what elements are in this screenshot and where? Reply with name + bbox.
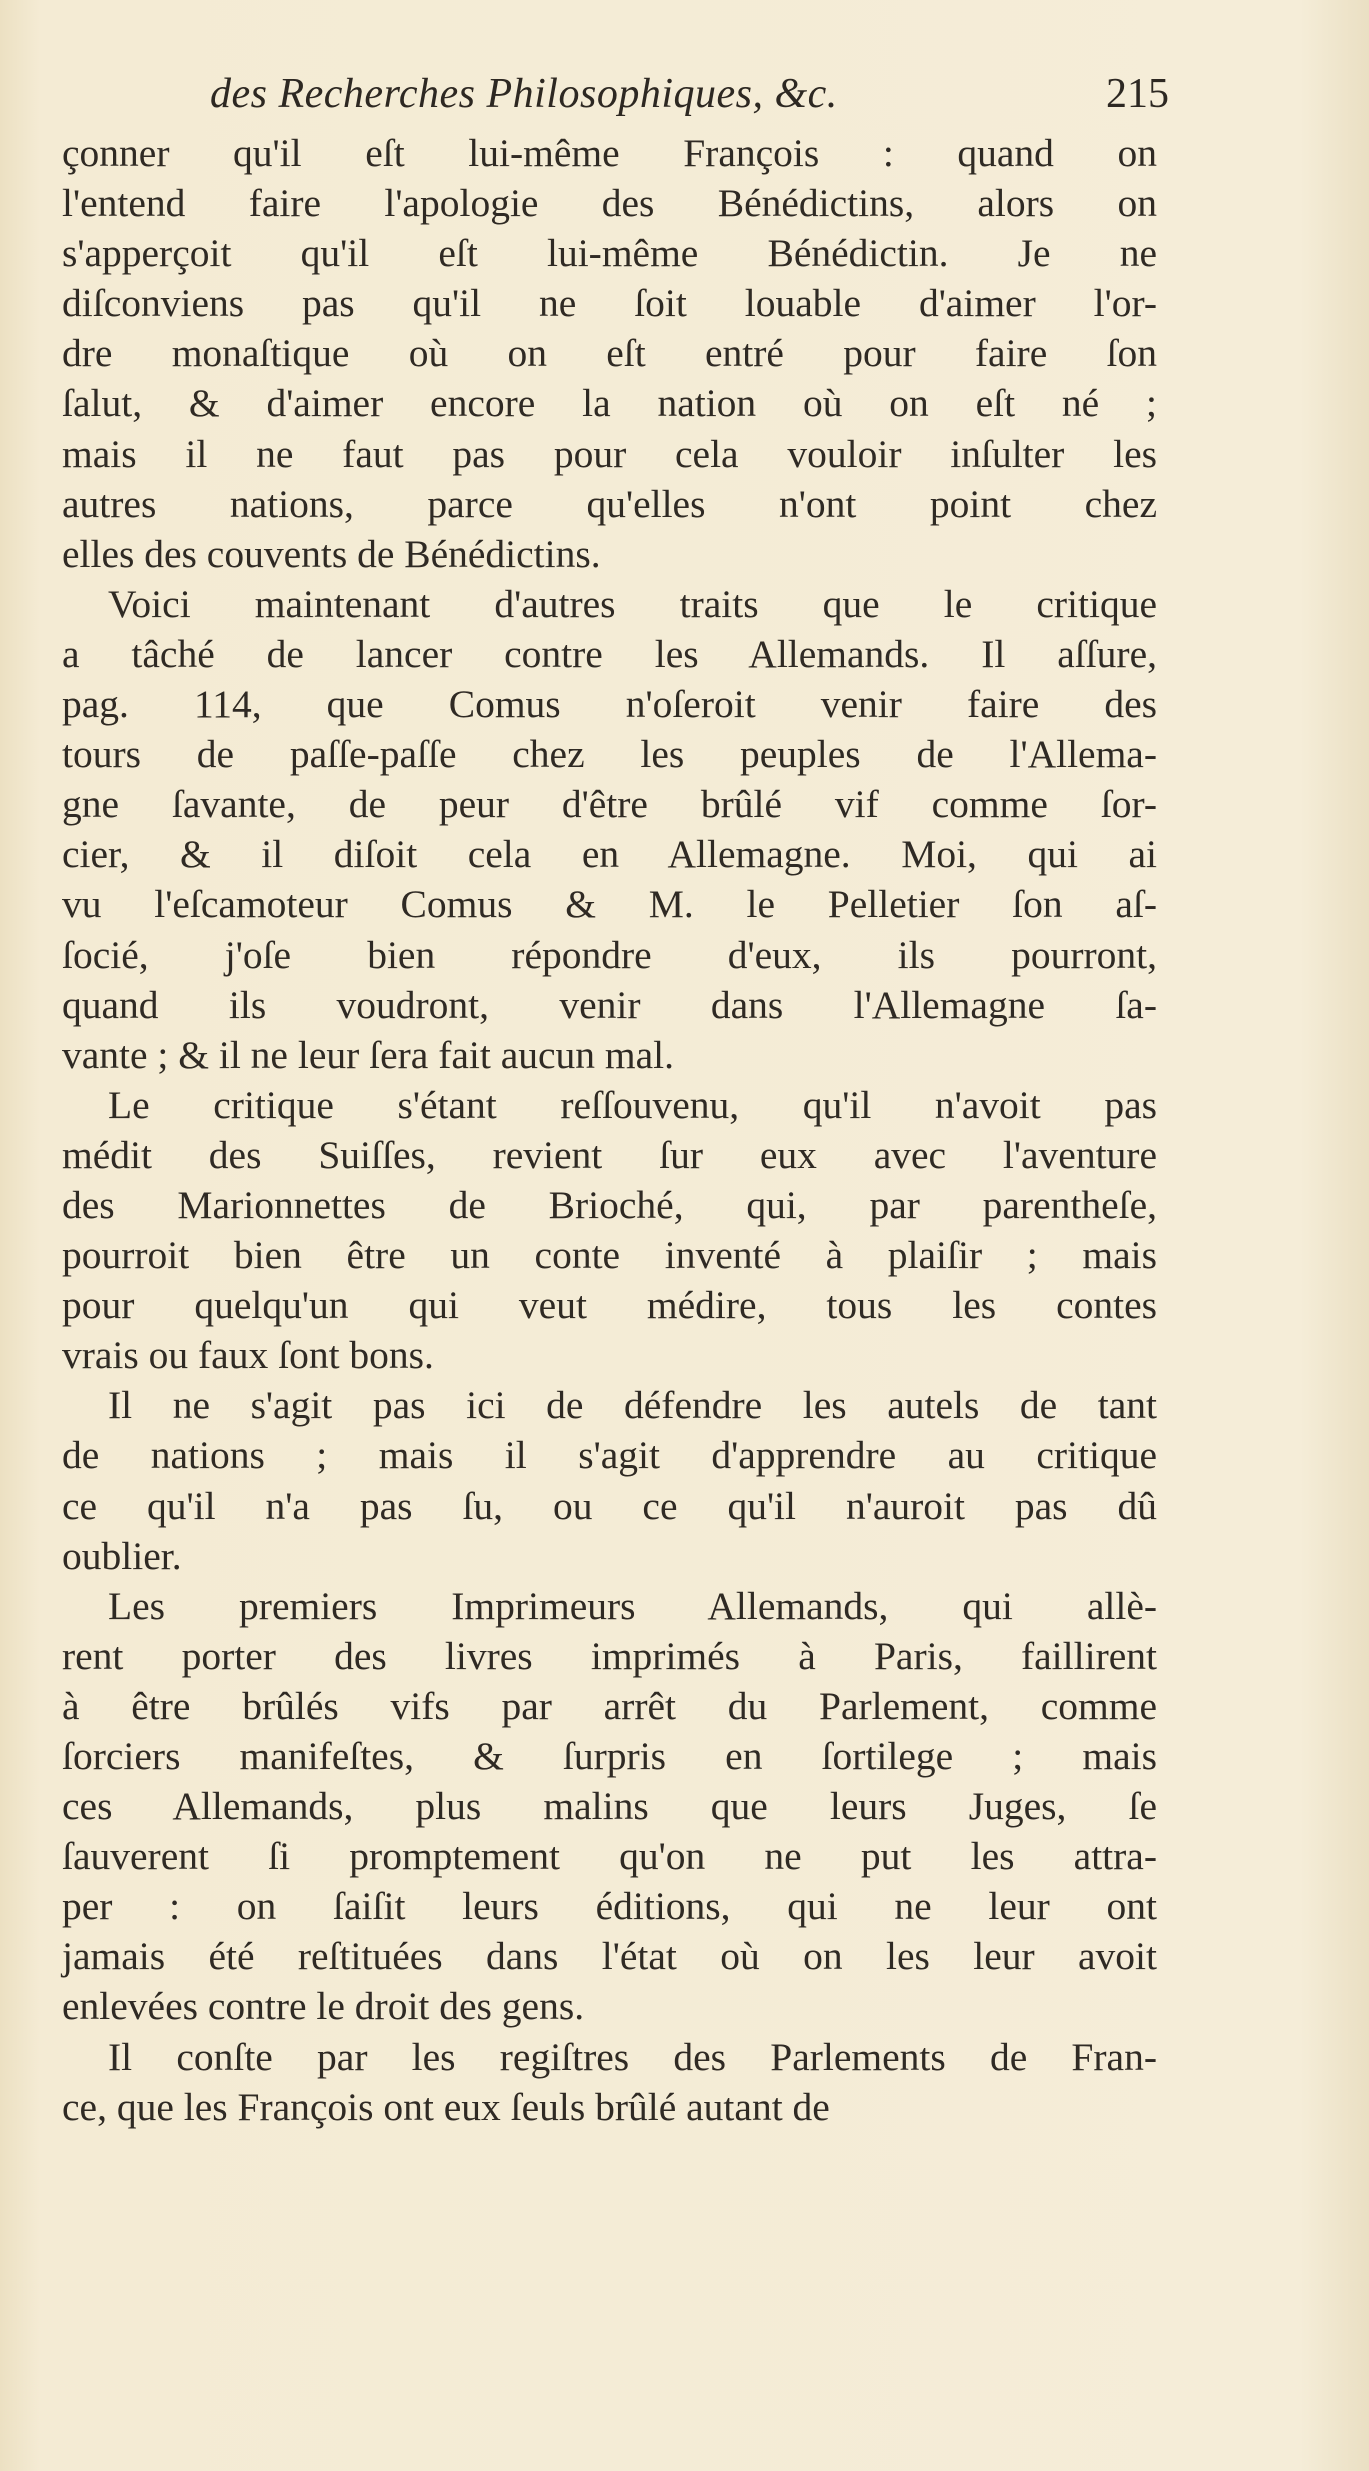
paragraph	[62, 1581, 1157, 2032]
text-line: ſorciers manifeſtes, & ſurpris en ſortilege ; mais	[62, 1734, 1157, 1778]
text-line: dre monaſtique où on eſt entré pour faire ſon	[62, 331, 1157, 376]
text-line: pourroit bien être un conte inventé à plaiſir ; mais	[62, 1233, 1157, 1278]
text-line: cier, & il diſoit cela en Allemagne. Moi, qui ai	[62, 832, 1157, 877]
text-line: ſalut, & d'aimer encore la nation où on eſt né ;	[62, 381, 1157, 426]
text-line: çonner qu'il eſt lui-même François : quand on	[62, 131, 1157, 175]
text-line: Il ne s'agit pas ici de défendre les autels de tant	[108, 1383, 1157, 1428]
text-line: l'entend faire l'apologie des Bénédictins, alors on	[62, 181, 1157, 226]
text-line: ſauverent ſi promptement qu'on ne put les attra-	[62, 1834, 1157, 1879]
text-line: de nations ; mais il s'agit d'apprendre au critique	[62, 1433, 1157, 1478]
text-line: ce qu'il n'a pas ſu, ou ce qu'il n'auroit pas dû	[62, 1483, 1157, 1528]
text-line: elles des couvents de Bénédictins.	[62, 531, 601, 576]
text-line: rent porter des livres imprimés à Paris, faillirent	[62, 1633, 1157, 1678]
text-line: Voici maintenant d'autres traits que le critique	[108, 581, 1157, 626]
text-line: pour quelqu'un qui veut médire, tous les contes	[62, 1283, 1157, 1328]
paragraph	[62, 579, 1157, 1080]
text-line: Le critique s'étant reſſouvenu, qu'il n'avoit pas	[108, 1082, 1157, 1127]
text-line: ces Allemands, plus malins que leurs Juges, ſe	[62, 1784, 1157, 1829]
text-line: vante ; & il ne leur ſera fait aucun mal.	[62, 1032, 674, 1077]
page-header	[0, 70, 1369, 130]
text-line: médit des Suiſſes, revient ſur eux avec l'aventure	[62, 1132, 1157, 1177]
text-line: autres nations, parce qu'elles n'ont point chez	[62, 481, 1157, 526]
text-line: enlevées contre le droit des gens.	[62, 1984, 585, 2029]
text-line: des Marionnettes de Brioché, qui, par parentheſe,	[62, 1182, 1157, 1227]
text-line: gne ſavante, de peur d'être brûlé vif comme ſor-	[62, 782, 1157, 827]
text-line: Il conſte par les regiſtres des Parlements de Fran-	[108, 2034, 1157, 2079]
body-text	[62, 128, 1157, 2132]
running-title: des Recherches Philosophiques, &c.	[210, 71, 838, 117]
text-line: s'apperçoit qu'il eſt lui-même Bénédictin. Je ne	[62, 231, 1157, 276]
text-line: oublier.	[62, 1533, 182, 1578]
paragraph	[62, 1380, 1157, 1580]
text-line: tours de paſſe-paſſe chez les peuples de l'Allema-	[62, 732, 1157, 777]
text-line: pag. 114, que Comus n'oſeroit venir faire des	[62, 682, 1157, 727]
page-number: 215	[1106, 71, 1169, 117]
paragraph	[62, 128, 1157, 579]
paragraph	[62, 2032, 1157, 2132]
text-line: diſconviens pas qu'il ne ſoit louable d'aimer l'or-	[62, 281, 1157, 326]
text-line: à être brûlés vifs par arrêt du Parlement, comme	[62, 1683, 1157, 1728]
text-line: ſocié, j'oſe bien répondre d'eux, ils pourront,	[62, 932, 1157, 977]
text-line: vu l'eſcamoteur Comus & M. le Pelletier ſon aſ-	[62, 882, 1157, 927]
paragraph	[62, 1080, 1157, 1381]
text-line: mais il ne faut pas pour cela vouloir inſulter les	[62, 431, 1157, 476]
text-line: per : on ſaiſit leurs éditions, qui ne leur ont	[62, 1884, 1157, 1929]
text-line: vrais ou faux ſont bons.	[62, 1333, 434, 1378]
text-line: a tâché de lancer contre les Allemands. Il aſſure,	[62, 631, 1157, 676]
text-line: ce, que les François ont eux ſeuls brûlé autant de	[62, 2084, 830, 2129]
text-line: jamais été reſtituées dans l'état où on les leur avoit	[62, 1934, 1157, 1979]
text-line: Les premiers Imprimeurs Allemands, qui allè-	[108, 1583, 1157, 1628]
text-line: quand ils voudront, venir dans l'Allemagne ſa-	[62, 982, 1157, 1027]
